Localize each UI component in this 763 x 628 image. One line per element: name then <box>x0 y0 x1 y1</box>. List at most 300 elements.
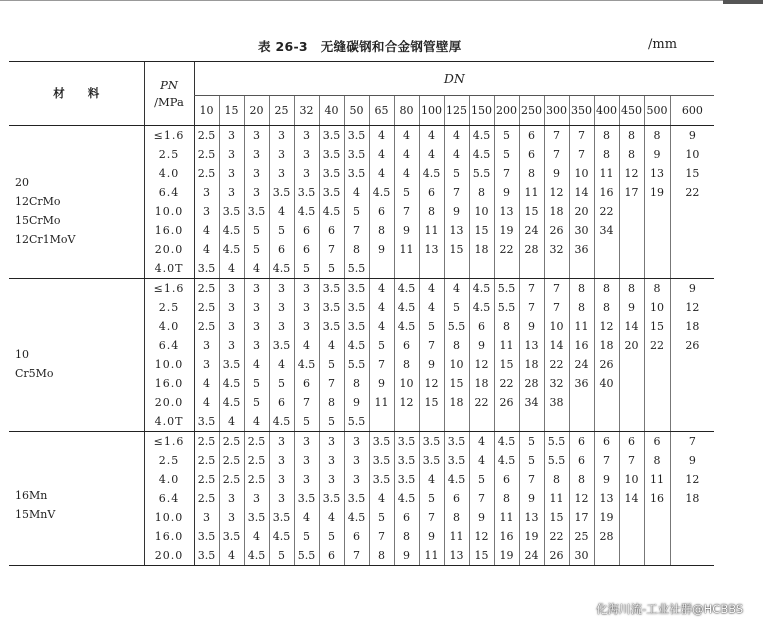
dn-column-header: 50 <box>344 96 369 126</box>
dn-column-header: 500 <box>644 96 670 126</box>
thickness-cell <box>670 527 714 546</box>
thickness-cell: 7 <box>569 126 594 146</box>
thickness-cell <box>670 412 714 432</box>
thickness-cell: 3.5 <box>269 336 294 355</box>
thickness-cell: 4 <box>194 240 219 259</box>
thickness-cell: 4.5 <box>294 202 319 221</box>
thickness-cell: 3 <box>269 164 294 183</box>
thickness-cell: 8 <box>569 470 594 489</box>
thickness-cell: 4 <box>294 336 319 355</box>
table-title: 表 26-3 无缝碳钢和合金钢管壁厚 <box>258 39 462 54</box>
thickness-cell: 4.5 <box>344 336 369 355</box>
thickness-cell <box>670 546 714 566</box>
thickness-cell: 10 <box>469 202 494 221</box>
thickness-cell: 7 <box>319 240 344 259</box>
thickness-cell <box>670 508 714 527</box>
thickness-cell <box>644 240 670 259</box>
thickness-cell: 4 <box>194 374 219 393</box>
thickness-cell: 4.5 <box>369 183 394 202</box>
thickness-cell <box>444 259 469 279</box>
thickness-cell: 3 <box>269 470 294 489</box>
thickness-cell: 4 <box>294 508 319 527</box>
thickness-cell: 18 <box>544 202 569 221</box>
thickness-cell: 12 <box>594 317 619 336</box>
thickness-cell: 14 <box>619 489 644 508</box>
thickness-cell: 9 <box>444 202 469 221</box>
thickness-cell: 24 <box>519 546 544 566</box>
thickness-cell: 4 <box>219 546 244 566</box>
thickness-cell: 5.5 <box>469 164 494 183</box>
thickness-cell: 4 <box>369 164 394 183</box>
thickness-cell: 18 <box>469 240 494 259</box>
thickness-cell: 5.5 <box>344 259 369 279</box>
thickness-cell: 4 <box>419 298 444 317</box>
top-rule <box>0 0 763 1</box>
thickness-cell: 2.5 <box>194 470 219 489</box>
thickness-cell: 7 <box>419 508 444 527</box>
thickness-cell: 32 <box>544 240 569 259</box>
thickness-cell: 3.5 <box>294 489 319 508</box>
thickness-cell: 8 <box>569 298 594 317</box>
dn-column-header: 65 <box>369 96 394 126</box>
thickness-cell <box>670 355 714 374</box>
thickness-cell: 3 <box>269 317 294 336</box>
thickness-cell <box>670 221 714 240</box>
thickness-cell: 11 <box>444 527 469 546</box>
thickness-cell: 3.5 <box>319 298 344 317</box>
thickness-cell: 4 <box>269 355 294 374</box>
thickness-cell: 3 <box>344 432 369 452</box>
thickness-cell <box>644 527 670 546</box>
thickness-cell: 3 <box>294 164 319 183</box>
thickness-cell: 8 <box>394 355 419 374</box>
thickness-cell: 2.5 <box>194 298 219 317</box>
thickness-cell: 3.5 <box>219 202 244 221</box>
dn-column-header: 350 <box>569 96 594 126</box>
thickness-cell <box>369 259 394 279</box>
thickness-cell: 30 <box>569 546 594 566</box>
thickness-cell <box>569 393 594 412</box>
thickness-cell <box>394 412 419 432</box>
thickness-cell: 7 <box>519 279 544 299</box>
thickness-cell <box>419 259 444 279</box>
material-name: 12CrMo <box>15 195 61 208</box>
thickness-cell: 2.5 <box>194 451 219 470</box>
thickness-cell: 4.5 <box>419 164 444 183</box>
pn-cell: 2.5 <box>144 451 194 470</box>
thickness-cell: 3.5 <box>444 432 469 452</box>
pn-cell: 4.0 <box>144 470 194 489</box>
thickness-cell: 2.5 <box>244 432 269 452</box>
thickness-cell <box>519 259 544 279</box>
thickness-cell: 3.5 <box>244 202 269 221</box>
thickness-cell: 9 <box>369 240 394 259</box>
thickness-cell: 3 <box>194 336 219 355</box>
dn-header: DN <box>194 62 714 96</box>
thickness-cell <box>619 374 644 393</box>
pn-cell: 2.5 <box>144 145 194 164</box>
thickness-cell: 7 <box>670 432 714 452</box>
thickness-cell: 3 <box>269 279 294 299</box>
thickness-cell: 13 <box>494 202 519 221</box>
thickness-cell: 8 <box>494 317 519 336</box>
thickness-cell: 11 <box>394 240 419 259</box>
thickness-cell: 6 <box>394 336 419 355</box>
thickness-cell: 6 <box>294 374 319 393</box>
thickness-cell: 8 <box>544 470 569 489</box>
thickness-cell <box>544 412 569 432</box>
thickness-cell: 3.5 <box>319 279 344 299</box>
thickness-cell: 2.5 <box>194 317 219 336</box>
thickness-cell: 15 <box>670 164 714 183</box>
thickness-cell: 10 <box>394 374 419 393</box>
thickness-cell: 3 <box>344 470 369 489</box>
thickness-cell <box>619 508 644 527</box>
thickness-cell: 3.5 <box>394 451 419 470</box>
thickness-cell: 5 <box>269 374 294 393</box>
thickness-cell: 6 <box>419 183 444 202</box>
thickness-cell: 3.5 <box>194 412 219 432</box>
thickness-cell: 4.5 <box>269 259 294 279</box>
dn-column-header: 80 <box>394 96 419 126</box>
thickness-cell: 11 <box>544 489 569 508</box>
thickness-cell: 3 <box>269 126 294 146</box>
thickness-cell: 7 <box>344 221 369 240</box>
thickness-cell: 9 <box>394 546 419 566</box>
thickness-cell: 5 <box>419 489 444 508</box>
thickness-cell: 9 <box>494 183 519 202</box>
thickness-cell: 4 <box>369 298 394 317</box>
thickness-cell: 22 <box>670 183 714 202</box>
thickness-cell: 8 <box>619 126 644 146</box>
thickness-cell <box>644 508 670 527</box>
thickness-cell: 3 <box>319 432 344 452</box>
thickness-cell: 5 <box>444 298 469 317</box>
thickness-cell: 3 <box>319 451 344 470</box>
thickness-cell: 40 <box>594 374 619 393</box>
thickness-cell: 20 <box>569 202 594 221</box>
thickness-cell: 3 <box>294 298 319 317</box>
dn-column-header: 32 <box>294 96 319 126</box>
thickness-cell: 16 <box>644 489 670 508</box>
thickness-cell: 16 <box>569 336 594 355</box>
thickness-cell: 9 <box>419 527 444 546</box>
thickness-cell: 12 <box>670 298 714 317</box>
unit-label: /mm <box>648 37 678 52</box>
thickness-cell: 11 <box>369 393 394 412</box>
thickness-cell: 3 <box>219 336 244 355</box>
thickness-cell: 19 <box>644 183 670 202</box>
thickness-cell: 3 <box>244 164 269 183</box>
thickness-cell: 4.5 <box>244 546 269 566</box>
material-name: 15CrMo <box>15 214 61 227</box>
dn-column-header: 300 <box>544 96 569 126</box>
dn-column-header: 20 <box>244 96 269 126</box>
thickness-cell: 6 <box>519 145 544 164</box>
thickness-cell: 38 <box>544 393 569 412</box>
table-caption <box>0 37 763 55</box>
thickness-cell: 3 <box>194 508 219 527</box>
thickness-cell: 3 <box>294 279 319 299</box>
thickness-cell: 20 <box>619 336 644 355</box>
thickness-cell: 15 <box>544 508 569 527</box>
thickness-cell: 3 <box>294 126 319 146</box>
thickness-cell: 7 <box>519 470 544 489</box>
thickness-cell: 9 <box>670 451 714 470</box>
thickness-cell: 8 <box>319 393 344 412</box>
thickness-cell: 3.5 <box>394 470 419 489</box>
thickness-cell: 13 <box>644 164 670 183</box>
thickness-cell: 5 <box>319 412 344 432</box>
thickness-cell: 13 <box>519 508 544 527</box>
thickness-cell: 4.5 <box>494 432 519 452</box>
thickness-cell: 4.5 <box>344 508 369 527</box>
thickness-cell: 36 <box>569 374 594 393</box>
thickness-cell: 10 <box>670 145 714 164</box>
thickness-cell: 5 <box>494 126 519 146</box>
thickness-cell <box>444 412 469 432</box>
thickness-cell: 12 <box>469 355 494 374</box>
material-header: 材 料 <box>9 62 144 126</box>
thickness-cell: 7 <box>544 279 569 299</box>
pn-cell: 16.0 <box>144 527 194 546</box>
thickness-cell: 3 <box>194 183 219 202</box>
thickness-cell: 6 <box>619 432 644 452</box>
thickness-cell: 15 <box>444 240 469 259</box>
thickness-cell: 11 <box>594 164 619 183</box>
material-name: 12Cr1MoV <box>15 233 76 246</box>
thickness-cell: 4.5 <box>469 298 494 317</box>
thickness-cell: 8 <box>519 164 544 183</box>
thickness-cell: 7 <box>519 298 544 317</box>
thickness-cell: 15 <box>644 317 670 336</box>
thickness-cell: 6 <box>269 240 294 259</box>
thickness-cell: 26 <box>494 393 519 412</box>
thickness-cell: 3.5 <box>319 145 344 164</box>
thickness-cell: 5.5 <box>544 432 569 452</box>
thickness-cell: 7 <box>544 298 569 317</box>
thickness-cell: 5 <box>294 527 319 546</box>
pn-cell: 16.0 <box>144 221 194 240</box>
thickness-cell: 8 <box>369 546 394 566</box>
thickness-cell: 6 <box>269 393 294 412</box>
thickness-cell <box>619 221 644 240</box>
thickness-cell: 8 <box>594 145 619 164</box>
thickness-cell: 5 <box>244 393 269 412</box>
thickness-cell: 5.5 <box>544 451 569 470</box>
thickness-cell: 24 <box>569 355 594 374</box>
thickness-cell: 4.5 <box>469 279 494 299</box>
thickness-cell: 26 <box>594 355 619 374</box>
thickness-cell: 5 <box>319 527 344 546</box>
thickness-cell: 3 <box>294 432 319 452</box>
thickness-cell: 4 <box>194 393 219 412</box>
thickness-cell: 2.5 <box>219 451 244 470</box>
thickness-cell: 2.5 <box>219 432 244 452</box>
thickness-cell: 3 <box>319 470 344 489</box>
thickness-cell: 5 <box>394 183 419 202</box>
thickness-cell: 6 <box>644 432 670 452</box>
pn-cell: 20.0 <box>144 240 194 259</box>
thickness-cell <box>419 412 444 432</box>
thickness-cell: 11 <box>569 317 594 336</box>
thickness-cell: 5 <box>419 317 444 336</box>
thickness-cell <box>644 546 670 566</box>
thickness-cell <box>619 259 644 279</box>
thickness-cell: 10 <box>644 298 670 317</box>
pn-cell: 4.0 <box>144 164 194 183</box>
table-row <box>9 432 714 452</box>
thickness-cell <box>544 259 569 279</box>
thickness-cell: 11 <box>644 470 670 489</box>
thickness-cell: 3.5 <box>344 298 369 317</box>
thickness-cell <box>619 202 644 221</box>
pn-cell: 20.0 <box>144 393 194 412</box>
thickness-cell: 6 <box>369 202 394 221</box>
thickness-cell: 32 <box>544 374 569 393</box>
thickness-cell: 16 <box>594 183 619 202</box>
thickness-cell: 3 <box>244 145 269 164</box>
thickness-cell: 4 <box>219 259 244 279</box>
thickness-cell <box>594 546 619 566</box>
pn-cell: ≤1.6 <box>144 126 194 146</box>
thickness-cell: 8 <box>444 336 469 355</box>
thickness-cell: 3.5 <box>194 546 219 566</box>
thickness-cell: 3.5 <box>194 259 219 279</box>
thickness-cell: 6 <box>569 451 594 470</box>
thickness-cell <box>644 221 670 240</box>
thickness-cell: 7 <box>294 393 319 412</box>
material-cell <box>9 432 144 566</box>
dn-column-header: 40 <box>319 96 344 126</box>
thickness-cell <box>619 546 644 566</box>
pn-cell: 10.0 <box>144 202 194 221</box>
thickness-cell: 22 <box>594 202 619 221</box>
thickness-cell: 9 <box>670 279 714 299</box>
thickness-cell: 7 <box>369 355 394 374</box>
pn-cell: 4.0 <box>144 317 194 336</box>
thickness-cell: 24 <box>519 221 544 240</box>
thickness-cell: 8 <box>644 451 670 470</box>
thickness-cell: 4 <box>444 145 469 164</box>
thickness-cell: 3.5 <box>244 508 269 527</box>
thickness-cell: 3 <box>269 489 294 508</box>
thickness-cell: 3.5 <box>194 527 219 546</box>
pn-header <box>144 62 194 126</box>
thickness-cell: 25 <box>569 527 594 546</box>
thickness-cell: 3.5 <box>219 527 244 546</box>
thickness-cell: 4 <box>369 317 394 336</box>
thickness-cell: 19 <box>594 508 619 527</box>
thickness-cell: 2.5 <box>244 470 269 489</box>
thickness-cell: 22 <box>544 355 569 374</box>
thickness-cell <box>594 240 619 259</box>
thickness-cell: 26 <box>544 546 569 566</box>
thickness-cell: 3 <box>219 317 244 336</box>
thickness-cell: 7 <box>544 126 569 146</box>
thickness-cell: 9 <box>419 355 444 374</box>
thickness-cell: 2.5 <box>194 145 219 164</box>
thickness-cell <box>644 355 670 374</box>
thickness-cell: 3.5 <box>394 432 419 452</box>
thickness-cell: 9 <box>344 393 369 412</box>
thickness-cell: 5 <box>269 546 294 566</box>
thickness-cell: 3.5 <box>294 183 319 202</box>
thickness-cell: 9 <box>369 374 394 393</box>
thickness-cell: 3.5 <box>369 451 394 470</box>
thickness-cell <box>569 412 594 432</box>
thickness-cell: 9 <box>594 470 619 489</box>
thickness-cell: 6 <box>444 489 469 508</box>
thickness-cell: 3.5 <box>344 279 369 299</box>
thickness-cell: 8 <box>494 489 519 508</box>
thickness-cell: 3.5 <box>444 451 469 470</box>
thickness-cell: 7 <box>494 164 519 183</box>
thickness-cell: 3.5 <box>344 145 369 164</box>
dn-column-header: 150 <box>469 96 494 126</box>
thickness-cell: 7 <box>419 336 444 355</box>
thickness-cell: 3 <box>219 126 244 146</box>
thickness-cell <box>644 393 670 412</box>
thickness-cell: 18 <box>594 336 619 355</box>
thickness-cell <box>619 355 644 374</box>
pn-header-symbol: PN <box>160 77 178 92</box>
thickness-cell: 8 <box>444 508 469 527</box>
thickness-cell: 3.5 <box>344 317 369 336</box>
thickness-cell: 4.5 <box>469 145 494 164</box>
thickness-cell: 4 <box>444 126 469 146</box>
thickness-cell: 3 <box>194 355 219 374</box>
thickness-cell: 2.5 <box>194 279 219 299</box>
thickness-cell: 5.5 <box>444 317 469 336</box>
thickness-cell: 5.5 <box>344 355 369 374</box>
thickness-cell: 9 <box>644 145 670 164</box>
thickness-cell: 5 <box>519 432 544 452</box>
thickness-cell: 3.5 <box>344 126 369 146</box>
thickness-cell: 5 <box>244 221 269 240</box>
thickness-cell: 4 <box>469 451 494 470</box>
thickness-cell: 4 <box>419 470 444 489</box>
thickness-cell: 5.5 <box>294 546 319 566</box>
thickness-cell: 9 <box>469 336 494 355</box>
dn-column-header: 450 <box>619 96 644 126</box>
thickness-cell: 3.5 <box>319 126 344 146</box>
thickness-cell: 6 <box>319 546 344 566</box>
thickness-cell <box>619 393 644 412</box>
thickness-cell: 3 <box>269 432 294 452</box>
material-name: 16Mn <box>15 488 48 502</box>
thickness-cell: 4 <box>394 145 419 164</box>
thickness-cell: 6 <box>344 527 369 546</box>
thickness-cell: 4 <box>369 145 394 164</box>
pn-cell: 16.0 <box>144 374 194 393</box>
thickness-cell: 5 <box>494 145 519 164</box>
material-cell <box>9 279 144 432</box>
thickness-cell: 6 <box>394 508 419 527</box>
thickness-cell: 3 <box>219 279 244 299</box>
thickness-cell: 3 <box>294 317 319 336</box>
thickness-cell: 4.5 <box>219 374 244 393</box>
thickness-cell: 3.5 <box>419 451 444 470</box>
thickness-cell: 12 <box>394 393 419 412</box>
thickness-cell: 4 <box>244 355 269 374</box>
thickness-cell <box>619 412 644 432</box>
pn-cell: 10.0 <box>144 355 194 374</box>
thickness-cell: 12 <box>670 470 714 489</box>
thickness-cell: 2.5 <box>194 489 219 508</box>
thickness-cell: 22 <box>644 336 670 355</box>
thickness-cell: 28 <box>519 374 544 393</box>
